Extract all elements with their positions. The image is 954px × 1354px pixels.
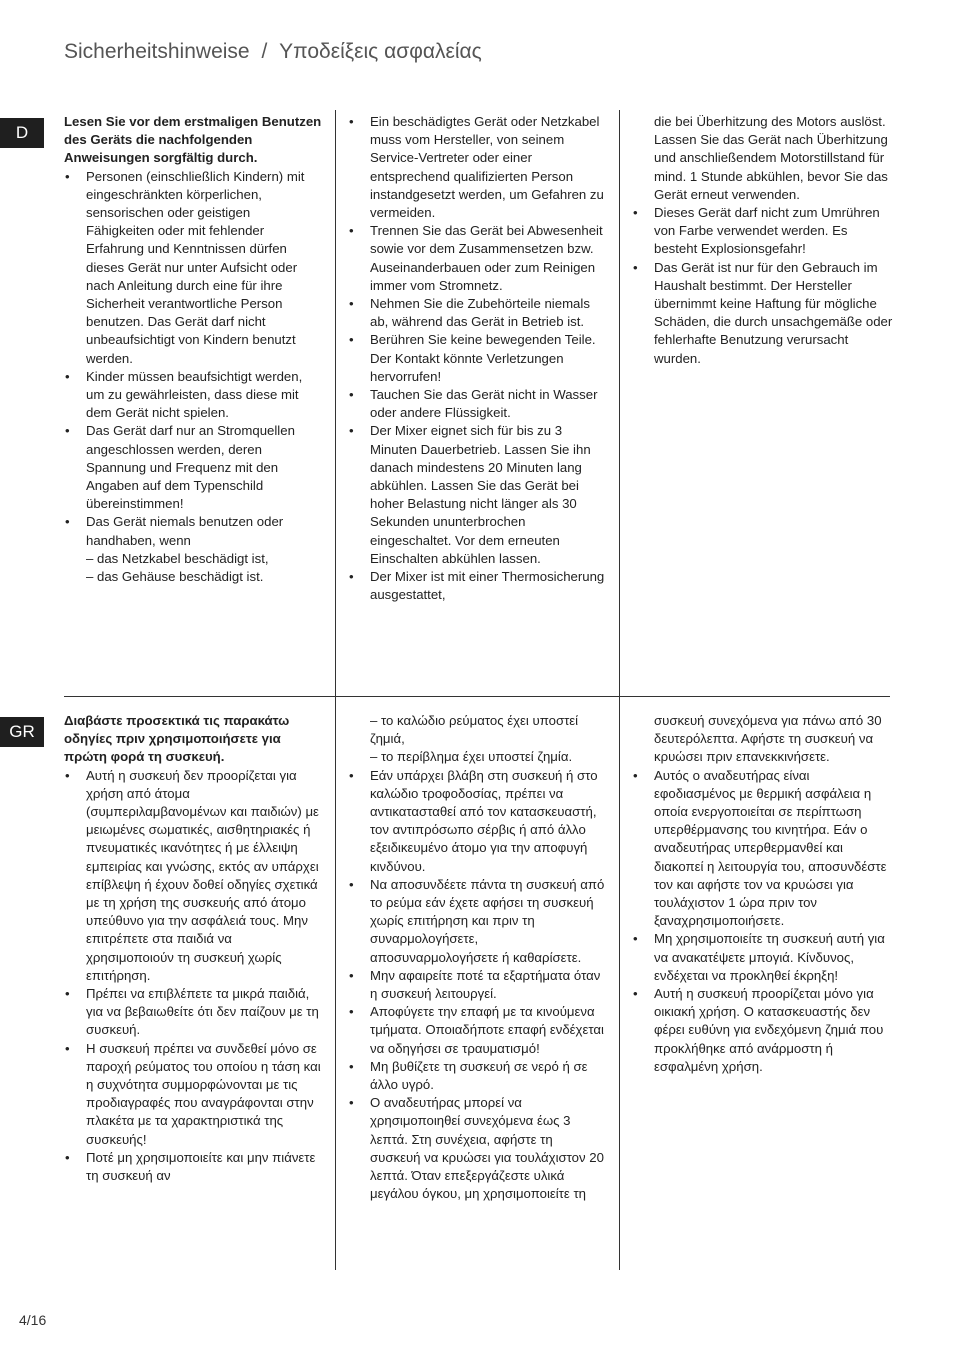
list-item: • Αποφύγετε την επαφή με τα κινούμενα τμήματα. Οποιαδήποτε επαφή ενδέχεται να οδηγήσει σε τραυματισμό! bbox=[348, 1003, 606, 1058]
title-gr: Υποδείξεις ασφαλείας bbox=[279, 40, 482, 63]
sub-item: – το καλώδιο ρεύματος έχει υποστεί ζημιά, bbox=[370, 713, 579, 747]
gr-column-2 bbox=[348, 712, 606, 1203]
list-item: • Trennen Sie das Gerät bei Abwesenheit sowie vor dem Zusammensetzen bzw. Auseinanderbauen oder zum Reinigen immer vom Stromnetz. bbox=[348, 222, 606, 295]
list-item: • Μην αφαιρείτε ποτέ τα εξαρτήματα όταν η συσκευή λειτουργεί. bbox=[348, 967, 606, 1003]
list-item-text: Das Gerät niemals benutzen oder handhaben, wenn bbox=[86, 514, 284, 548]
gr-list-3 bbox=[632, 712, 894, 1076]
list-item: • Der Mixer eignet sich für bis zu 3 Minuten Dauerbetrieb. Lassen Sie ihn danach mindestens 20 Minuten lang abkühlen. Lassen Sie das Gerät bei hoher Belastung nicht länger als 30 Sekunden ununterbrochen eingeschaltet. Vor dem erneuten Einschalten abkühlen lassen. bbox=[348, 422, 606, 568]
list-item: • Πρέπει να επιβλέπετε τα μικρά παιδιά, για να βεβαιωθείτε ότι δεν παίζουν με τη συσκευή. bbox=[64, 985, 322, 1040]
section-divider bbox=[64, 696, 890, 697]
list-item: • Να αποσυνδέετε πάντα τη συσκευή από το ρεύμα εάν έχετε αφήσει τη συσκευή χωρίς επιτήρηση και πριν τη συναρμολογήσετε, αποσυναρμολογήσετε ή καθαρίσετε. bbox=[348, 876, 606, 967]
gr-list-1 bbox=[64, 767, 322, 1186]
list-item: • Μη χρησιμοποιείτε τη συσκευή αυτή για να ανακατέψετε μπογιά. Κίνδυνος, ενδέχεται να προκληθεί έκρηξη! bbox=[632, 930, 894, 985]
list-item: • Nehmen Sie die Zubehörteile niemals ab, während das Gerät in Betrieb ist. bbox=[348, 295, 606, 331]
list-item: • Personen (einschließlich Kindern) mit eingeschränkten körperlichen, sensorischen oder geistigen Fähigkeiten oder mit fehlender Erfahrung und Kenntnissen dürfen dieses Gerät nur unter Aufsicht oder nach Anleitung durch eine für ihre Sicherheit verantwortliche Person benutzen. Das Gerät darf nicht unbeaufsichtigt von Kindern benutzt werden. bbox=[64, 168, 322, 368]
list-item: • Das Gerät ist nur für den Gebrauch im Haushalt bestimmt. Der Hersteller übernimmt keine Haftung für mögliche Schäden, die durch unsachgemäße oder fehlerhafte Benutzung verursacht wurden. bbox=[632, 259, 894, 368]
list-item: • Das Gerät darf nur an Stromquellen angeschlossen werden, deren Spannung und Frequenz mit den Angaben auf dem Typenschild übereinstimmen! bbox=[64, 422, 322, 513]
column-divider bbox=[335, 110, 336, 696]
de-list-2 bbox=[348, 113, 606, 604]
list-item: • Η συσκευή πρέπει να συνδεθεί μόνο σε παροχή ρεύματος του οποίου η τάση και η συχνότητα συμμορφώνονται με τις προδιαγραφές που αναγράφονται στην πλακέτα με τα χαρακτηριστικά της συσκευής! bbox=[64, 1040, 322, 1149]
list-item bbox=[64, 513, 322, 586]
gr-column-1 bbox=[64, 712, 322, 1185]
language-tab-de: D bbox=[0, 118, 44, 148]
gr-intro: Διαβάστε προσεκτικά τις παρακάτω οδηγίες πριν χρησιμοποιήσετε για πρώτη φορά τη συσκευή. bbox=[64, 713, 290, 765]
de-column-2 bbox=[348, 113, 606, 604]
sub-item: – das Gehäuse beschädigt ist. bbox=[86, 569, 264, 585]
title-de: Sicherheitshinweise bbox=[64, 40, 250, 63]
sub-item: – das Netzkabel beschädigt ist, bbox=[86, 550, 269, 566]
page-number: 4/16 bbox=[19, 1312, 47, 1328]
column-divider bbox=[619, 697, 620, 1270]
list-item: • Der Mixer ist mit einer Thermosicherung ausgestattet, bbox=[348, 568, 606, 604]
list-item: • Αυτή η συσκευή δεν προορίζεται για χρήση από άτομα (συμπεριλαμβανομένων και παιδιών) με μειωμένες σωματικές, αισθητηριακές ή πνευματικές ικανότητες ή με έλλειψη εμπειρίας και γνώσης, εκτός αν υπάρχει επίβλεψη ή έχουν δοθεί οδηγίες σχετικά με τη χρήση της συσκευής από άτομο υπεύθυνο για την ασφάλειά τους. Μην επιτρέπετε στα παιδιά να χρησιμοποιούν τη συσκευή χωρίς επιτήρηση. bbox=[64, 767, 322, 985]
de-list-1 bbox=[64, 168, 322, 587]
column-divider bbox=[619, 110, 620, 696]
list-item: • Dieses Gerät darf nicht zum Umrühren von Farbe verwendet werden. Es besteht Explosionsgefahr! bbox=[632, 204, 894, 259]
de-list-3 bbox=[632, 113, 894, 368]
de-column-1 bbox=[64, 113, 322, 586]
list-item: • Ποτέ μη χρησιμοποιείτε και μην πιάνετε τη συσκευή αν bbox=[64, 1149, 322, 1185]
language-tab-gr: GR bbox=[0, 717, 44, 747]
list-item: • Μη βυθίζετε τη συσκευή σε νερό ή σε άλλο υγρό. bbox=[348, 1058, 606, 1094]
sub-item: – το περίβλημα έχει υποστεί ζημία. bbox=[370, 749, 573, 765]
list-item: • Ein beschädigtes Gerät oder Netzkabel muss vom Hersteller, von seinem Service-Vertreter oder einer entsprechend qualifizierten Person instandgesetzt werden, um Gefahren zu vermeiden. bbox=[348, 113, 606, 222]
list-item: • Αυτή η συσκευή προορίζεται μόνο για οικιακή χρήση. Ο κατασκευαστής δεν φέρει ευθύνη για ενδεχόμενη ζημιά που προκλήθηκε από ανάρμοστη ή εσφαλμένη χρήση. bbox=[632, 985, 894, 1076]
list-item-continuation bbox=[348, 712, 606, 767]
gr-column-3 bbox=[632, 712, 894, 1076]
list-item-continuation: συσκευή συνεχόμενα για πάνω από 30 δευτερόλεπτα. Αφήστε τη συσκευή να κρυώσει πριν επανεκκινήσετε. bbox=[654, 713, 882, 765]
list-item: • Αυτός ο αναδευτήρας είναι εφοδιασμένος με θερμική ασφάλεια η οποία ενεργοποιείται σε περίπτωση υπερθέρμανσης του κινητήρα. Εάν ο αναδευτήρας υπερθερμανθεί και διακοπεί η λειτουργία του, αποσυνδέστε τον και αφήστε τον να κρυώσει για τουλάχιστον 1 ώρα πριν τον ξαναχρησιμοποιήσετε. bbox=[632, 767, 894, 931]
de-intro: Lesen Sie vor dem erstmaligen Benutzen des Geräts die nachfolgenden Anweisungen sorgfältig durch. bbox=[64, 114, 322, 166]
list-item: • Ο αναδευτήρας μπορεί να χρησιμοποιηθεί συνεχόμενα έως 3 λεπτά. Στη συνέχεια, αφήστε τη συσκευή να κρυώσει για τουλάχιστον 20 λεπτά. Όταν επεξεργάζεστε υλικά μεγάλου όγκου, μη χρησιμοποιείτε τη bbox=[348, 1094, 606, 1203]
de-column-3 bbox=[632, 113, 894, 368]
list-item: • Tauchen Sie das Gerät nicht in Wasser oder andere Flüssigkeit. bbox=[348, 386, 606, 422]
list-item-continuation: die bei Überhitzung des Motors auslöst. Lassen Sie das Gerät nach Überhitzung und anschließendem Motorstillstand für mind. 1 Stunde abkühlen, bevor Sie das Gerät erneut verwenden. bbox=[654, 114, 888, 202]
gr-list-2 bbox=[348, 712, 606, 1203]
list-item: • Kinder müssen beaufsichtigt werden, um zu gewährleisten, dass diese mit dem Gerät nicht spielen. bbox=[64, 368, 322, 423]
title-separator: / bbox=[261, 40, 268, 63]
list-item: • Εάν υπάρχει βλάβη στη συσκευή ή στο καλώδιο τροφοδοσίας, πρέπει να αντικατασταθεί από τον κατασκευαστή, τον αντιπρόσωπο σέρβις ή από άλλο εξειδικευμένο άτομο για την αποφυγή κινδύνου. bbox=[348, 767, 606, 876]
column-divider bbox=[335, 697, 336, 1270]
list-item: • Berühren Sie keine bewegenden Teile. Der Kontakt könnte Verletzungen hervorrufen! bbox=[348, 331, 606, 386]
page-title bbox=[64, 40, 482, 64]
